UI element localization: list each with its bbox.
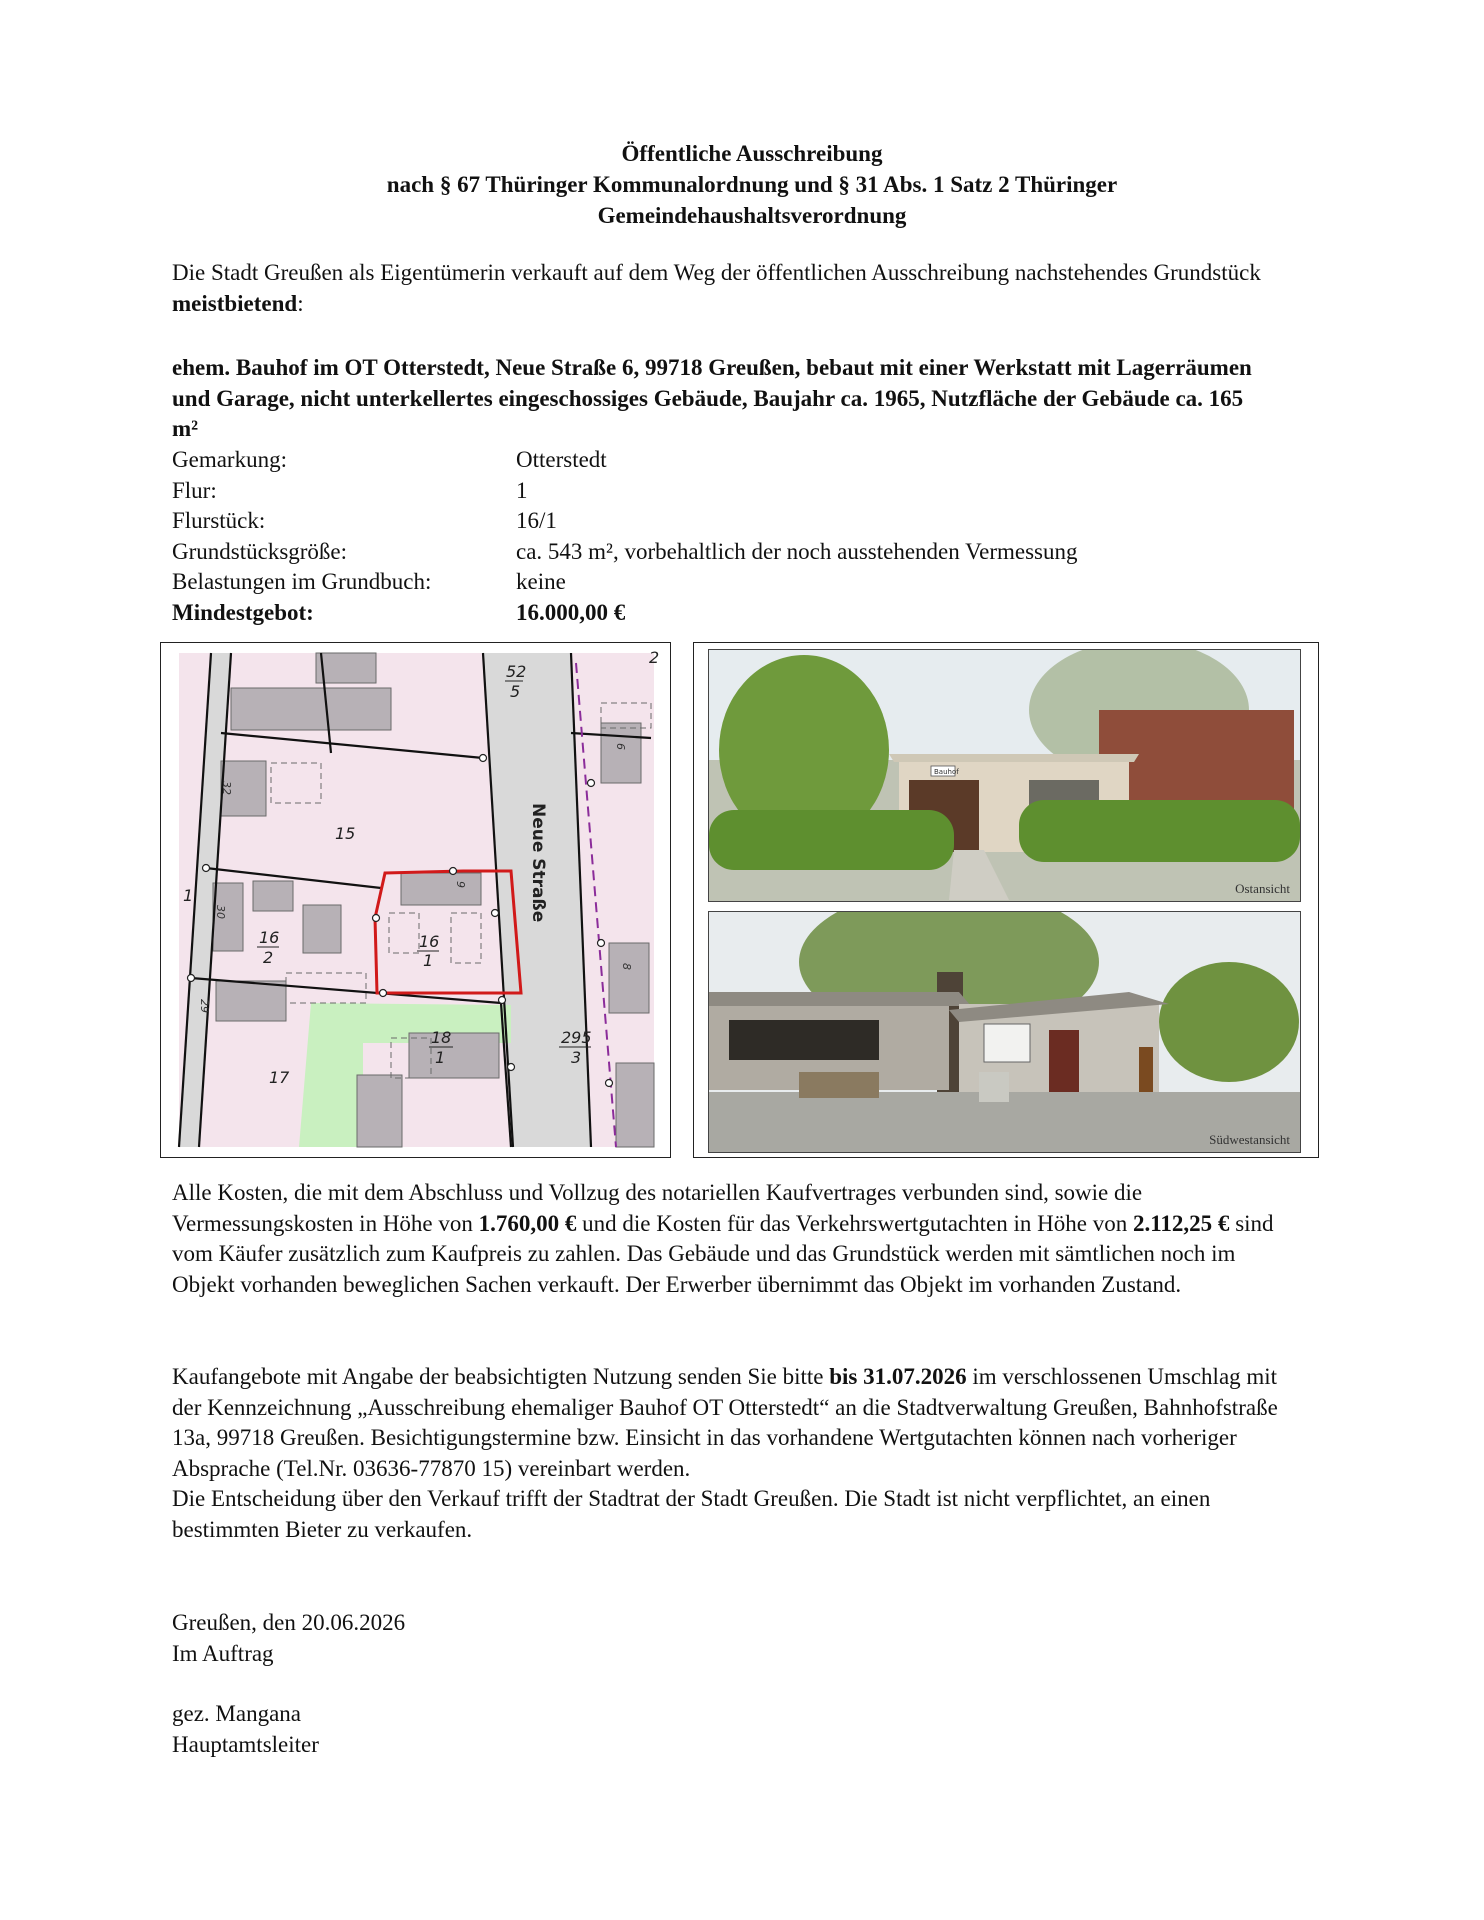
svg-text:16: 16 [419, 932, 440, 951]
detail-row: Grundstücksgröße: ca. 543 m², vorbehaltlich der noch ausstehenden Vermessung [172, 538, 1078, 564]
signature-block [172, 1608, 1322, 1760]
svg-text:1: 1 [183, 886, 194, 905]
east-view-caption: Ostansicht [1235, 881, 1290, 896]
offers-paragraph: Kaufangebote mit Angabe der beabsichtigten Nutzung senden Sie bitte bis 31.07.2026 im verschlossenen Umschlag mit der Kennzeichnung „Ausschreibung ehemaliger Bauhof OT Otterstedt“ an die Stadtverwaltung Greußen, Bahnhofstraße 13a, 99718 Greußen. Besichtigungstermine bzw. Einsicht in das vorhandene Wertgutachten können nach vorheriger Absprache (Tel.Nr. 03636-77870 15) vereinbart werden. Die Entscheidung über den Verkauf trifft der Stadtrat der Stadt Greußen. Die Stadt ist nicht verpflichtet, an einen bestimmten Bieter zu verkaufen. [172, 1364, 1278, 1542]
svg-text:30: 30 [214, 905, 227, 919]
min-bid-value: 16.000,00 € [516, 599, 626, 625]
garage-sign-text: Bauhof [934, 768, 959, 776]
svg-text:5: 5 [510, 682, 521, 701]
svg-text:1: 1 [435, 1048, 446, 1067]
svg-text:17: 17 [269, 1068, 290, 1087]
appraisal-cost: 2.112,25 € [1132, 1210, 1230, 1236]
on-behalf: Im Auftrag [172, 1640, 274, 1666]
svg-text:3: 3 [571, 1048, 582, 1067]
survey-cost: 1.760,00 € [478, 1210, 577, 1236]
title-line-3: Gemeindehaushaltsverordnung [597, 203, 907, 228]
property-title: ehem. Bauhof im OT Otterstedt, Neue Straße 6, 99718 Greußen, bebaut mit einer Werkstatt mit Lagerräumen und Garage, nicht unterkellertes eingeschossiges Gebäude, Baujahr ca. 1965, Nutzfläche der Gebäude ca. 165 m² [172, 355, 1252, 441]
svg-text:8: 8 [620, 963, 633, 970]
intro-text: Die Stadt Greußen als Eigentümerin verkauft auf dem Weg der öffentlichen Ausschreibung nachstehendes Grundstück [172, 260, 1261, 285]
intro-paragraph [172, 258, 1322, 319]
map-street-label: Neue Straße [528, 803, 548, 923]
svg-text:2: 2 [649, 648, 660, 667]
detail-row: Flur: 1 [172, 477, 528, 503]
svg-text:295: 295 [561, 1028, 592, 1047]
southwest-view-photo [708, 911, 1301, 1153]
signer-role: Hauptamtsleiter [172, 1731, 319, 1757]
title-line-2: nach § 67 Thüringer Kommunalordnung und § 31 Abs. 1 Satz 2 Thüringer [386, 172, 1118, 197]
detail-row: Belastungen im Grundbuch: keine [172, 569, 566, 594]
photo-panel [693, 642, 1319, 1158]
detail-row: Gemarkung: Otterstedt [172, 447, 607, 472]
costs-paragraph: Alle Kosten, die mit dem Abschluss und Vollzug des notariellen Kaufvertrages verbunden sind, sowie die Vermessungskosten in Höhe von 1.760,00 € und die Kosten für das Verkehrswertgutachten in Höhe von 2.112,25 € sind vom Käufer zusätzlich zum Kaufpreis zu zahlen. Das Gebäude und das Grundstück werden mit sämtlichen noch im Objekt vorhanden beweglichen Sachen verkauft. Der Erwerber übernimmt das Objekt im vorhanden Zustand. [172, 1180, 1274, 1297]
map-drawing [161, 643, 670, 1157]
intro-bold: meistbietend [172, 290, 298, 316]
figures [172, 642, 1332, 1157]
svg-text:15: 15 [335, 824, 356, 843]
svg-text:52: 52 [506, 662, 527, 681]
title-line-1: Öffentliche Ausschreibung [621, 141, 883, 166]
decision-text: Die Entscheidung über den Verkauf trifft der Stadtrat der Stadt Greußen. Die Stadt ist nicht verpflichtet, an einen bestimmten Bieter zu verkaufen. [172, 1486, 1211, 1542]
min-bid-row [172, 598, 1078, 629]
property-details [172, 445, 1078, 628]
detail-row: Flurstück: 16/1 [172, 508, 557, 533]
southwest-view-caption: Südwestansicht [1209, 1132, 1290, 1147]
svg-text:29: 29 [198, 999, 211, 1013]
svg-text:9: 9 [454, 881, 467, 888]
signed-by: gez. Mangana [172, 1701, 301, 1726]
svg-text:18: 18 [431, 1028, 452, 1047]
east-view-photo [708, 649, 1301, 902]
svg-text:16: 16 [259, 928, 280, 947]
svg-text:2: 2 [263, 948, 274, 967]
svg-text:1: 1 [423, 951, 434, 970]
deadline: bis 31.07.2026 [829, 1364, 967, 1389]
svg-text:6: 6 [614, 743, 627, 750]
min-bid-label: Mindestgebot: [172, 599, 314, 625]
cadastral-map [160, 642, 671, 1158]
svg-text:32: 32 [220, 781, 233, 795]
intro-end: : [297, 290, 304, 316]
place-date: Greußen, den 20.06.2026 [172, 1610, 406, 1635]
document-title [172, 138, 1332, 231]
